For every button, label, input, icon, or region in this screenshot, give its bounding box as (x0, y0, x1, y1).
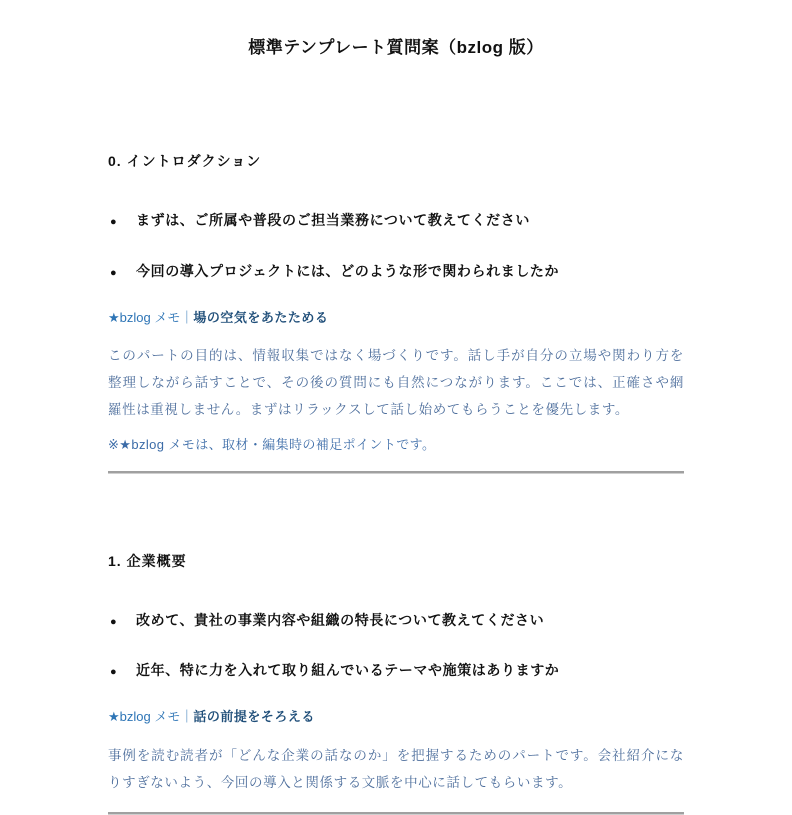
memo-label: ★bzlog メモ｜ (108, 309, 194, 325)
bullet-question: 今回の導入プロジェクトには、どのような形で関わられましたか (136, 262, 560, 279)
bullet-icon: ● (110, 216, 117, 228)
bullet-item (108, 662, 684, 679)
section-divider (108, 471, 684, 474)
memo-title: 話の前提をそろえる (193, 709, 315, 725)
memo-title: 場の空気をあたためる (193, 309, 329, 325)
section-heading-1: 1. 企業概要 (108, 552, 187, 569)
bullet-icon: ● (110, 615, 117, 628)
document-title: 標準テンプレート質問案（bzlog 版） (248, 38, 544, 57)
bullet-item (108, 263, 684, 280)
bullet-icon: ● (110, 266, 117, 279)
memo-label: ★bzlog メモ｜ (108, 709, 194, 725)
memo-body: 事例を読む読者が「どんな企業の話なのか」を把握するためのパートです。会社紹介になりすぎないよう、今回の導入と関係する文脈を中心に話してもらいます。 (108, 748, 684, 791)
bullet-icon: ● (110, 666, 117, 679)
bullet-question: 近年、特に力を入れて取り組んでいるテーマや施策はありますか (136, 662, 560, 679)
bullet-question: 改めて、貴社の事業内容や組織の特長について教えてください (136, 611, 545, 628)
bullet-question: まずは、ご所属や普段のご担当業務について教えてください (136, 212, 530, 228)
memo-heading (108, 709, 684, 726)
memo-body: このパートの目的は、情報収集ではなく場づくりです。話し手が自分の立場や関わり方を整理しながら話すことで、その後の質問にも自然につながります。ここでは、正確さや網羅性は重視しません。まずはリラックスして話し始めてもらうことを優先します。 (108, 348, 684, 418)
memo-note: ※★bzlog メモは、取材・編集時の補足ポイントです。 (108, 437, 436, 453)
bullet-item (108, 612, 684, 629)
section-heading-0: 0. イントロダクション (108, 153, 262, 169)
memo-heading (108, 310, 684, 327)
bullet-item (108, 212, 684, 229)
